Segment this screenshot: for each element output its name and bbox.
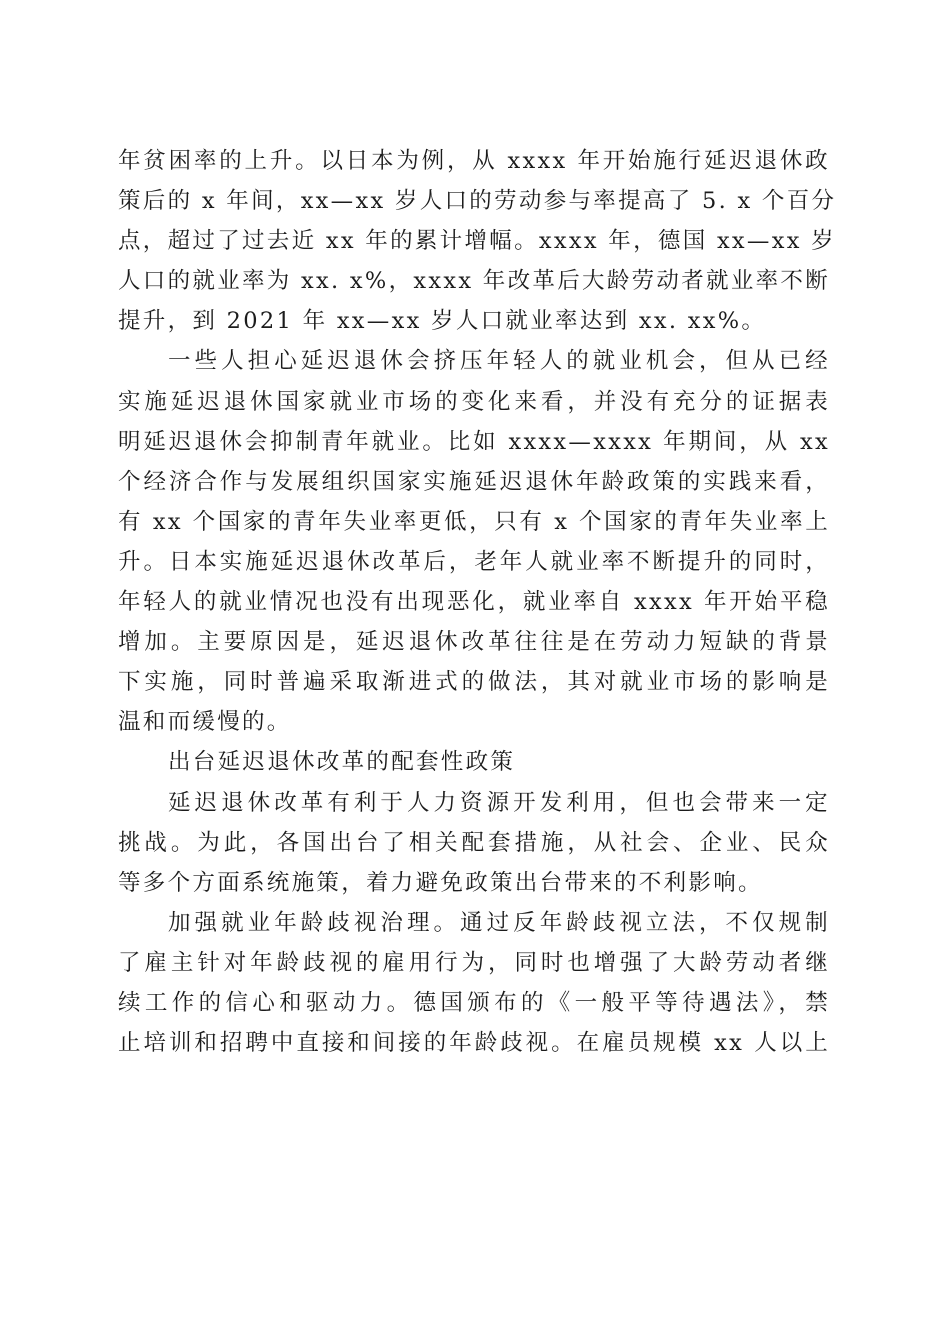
text-line: 有 xx 个国家的青年失业率更低，只有 x 个国家的青年失业率上 bbox=[118, 508, 830, 535]
text-line: 人口的就业率为 xx. x%，xxxx 年改革后大龄劳动者就业率不断 bbox=[118, 268, 831, 295]
text-line: 点，超过了过去近 xx 年的累计增幅。xxxx 年，德国 xx—xx 岁 bbox=[118, 228, 836, 255]
text-line: 明延迟退休会抑制青年就业。比如 xxxx—xxxx 年期间，从 xx bbox=[118, 428, 830, 455]
paragraph bbox=[118, 903, 830, 1063]
document-body bbox=[118, 141, 837, 1063]
text-line: 下实施，同时普遍采取渐进式的做法，其对就业市场的影响是 bbox=[118, 669, 830, 696]
text-line: 出台延迟退休改革的配套性政策 bbox=[168, 749, 516, 776]
text-line: 温和而缓慢的。 bbox=[118, 709, 292, 736]
text-line: 策后的 x 年间，xx—xx 岁人口的劳动参与率提高了 5. x 个百分 bbox=[118, 188, 837, 215]
text-line: 提升，到 2021 年 xx—xx 岁人口就业率达到 xx. xx%。 bbox=[118, 308, 767, 335]
paragraph bbox=[118, 783, 830, 903]
text-line: 增加。主要原因是，延迟退休改革往往是在劳动力短缺的背景 bbox=[118, 629, 830, 656]
text-line: 年贫困率的上升。以日本为例，从 xxxx 年开始施行延迟退休政 bbox=[118, 148, 830, 174]
text-line: 了雇主针对年龄歧视的雇用行为，同时也增强了大龄劳动者继 bbox=[118, 949, 830, 976]
paragraph bbox=[118, 341, 830, 742]
paragraph bbox=[118, 141, 837, 341]
text-line: 个经济合作与发展组织国家实施延迟退休年龄政策的实践来看， bbox=[118, 468, 830, 495]
text-line: 挑战。为此，各国出台了相关配套措施，从社会、企业、民众 bbox=[118, 829, 830, 856]
text-line: 年轻人的就业情况也没有出现恶化，就业率自 xxxx 年开始平稳 bbox=[118, 589, 830, 616]
text-line: 实施延迟退休国家就业市场的变化来看，并没有充分的证据表 bbox=[118, 388, 830, 415]
text-line: 一些人担心延迟退休会挤压年轻人的就业机会，但从已经 bbox=[168, 348, 830, 375]
text-line: 延迟退休改革有利于人力资源开发利用，但也会带来一定 bbox=[168, 789, 830, 816]
text-line: 等多个方面系统施策，着力避免政策出台带来的不利影响。 bbox=[118, 869, 763, 896]
paragraph bbox=[118, 742, 830, 782]
text-line: 加强就业年龄歧视治理。通过反年龄歧视立法，不仅规制 bbox=[168, 909, 830, 936]
text-line: 止培训和招聘中直接和间接的年龄歧视。在雇员规模 xx 人以上 bbox=[118, 1030, 830, 1057]
text-line: 升。日本实施延迟退休改革后，老年人就业率不断提升的同时， bbox=[118, 548, 830, 575]
text-line: 续工作的信心和驱动力。德国颁布的《一般平等待遇法》，禁 bbox=[118, 989, 830, 1016]
